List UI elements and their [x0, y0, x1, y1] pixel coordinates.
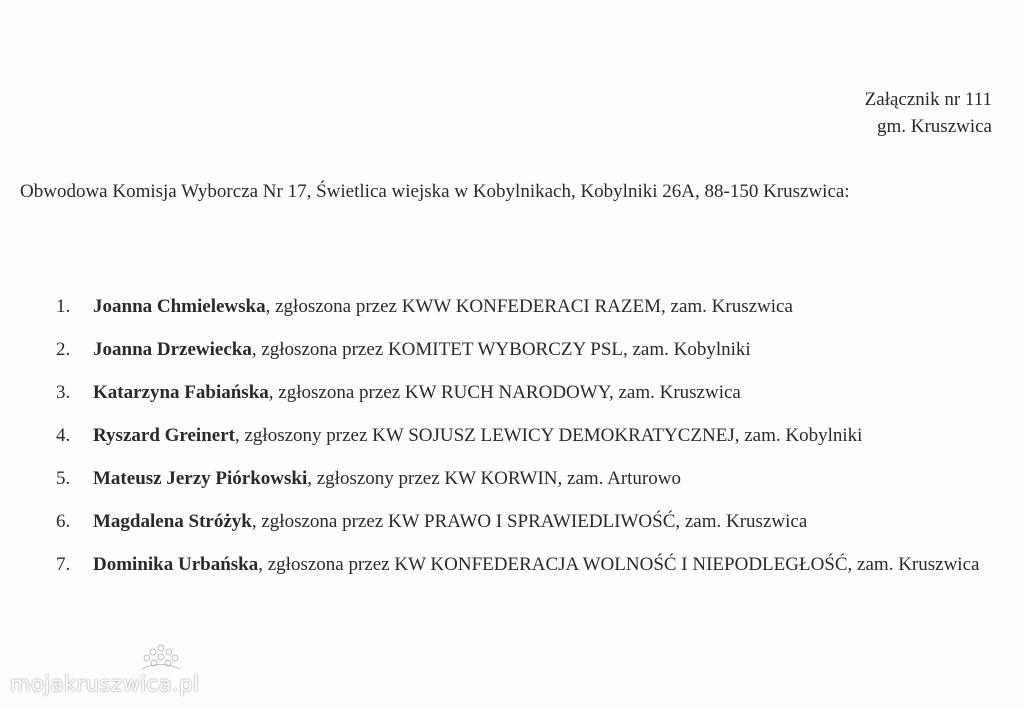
- item-number: 4.: [56, 425, 71, 446]
- member-details: , zgłoszona przez KWW KONFEDERACI RAZEM, zam. Kruszwica: [265, 296, 793, 317]
- annex-municipality: gm. Kruszwica: [876, 116, 992, 137]
- item-number: 3.: [56, 382, 71, 403]
- list-item: [56, 292, 986, 322]
- item-number: 7.: [56, 554, 71, 575]
- member-details: , zgłoszony przez KW KORWIN, zam. Arturowo: [307, 468, 681, 489]
- member-name: Mateusz Jerzy Piórkowski: [93, 468, 308, 489]
- commission-heading: Obwodowa Komisja Wyborcza Nr 17, Świetlica wiejska w Kobylnikach, Kobylniki 26A, 88-150 Kruszwica:: [20, 181, 850, 202]
- member-details: , zgłoszona przez KW RUCH NARODOWY, zam. Kruszwica: [268, 382, 741, 403]
- member-name: Katarzyna Fabiańska: [93, 382, 269, 403]
- member-name: Joanna Chmielewska: [93, 296, 266, 317]
- list-item: [56, 421, 986, 451]
- item-number: 1.: [56, 296, 71, 317]
- item-number: 5.: [56, 468, 71, 489]
- watermark-text: mojakruszwica.pl: [10, 672, 200, 696]
- member-name: Magdalena Stróżyk: [93, 511, 252, 532]
- member-details: , zgłoszona przez KW KONFEDERACJA WOLNOŚĆ I NIEPODLEGŁOŚĆ, zam. Kruszwica: [258, 554, 980, 575]
- member-details: , zgłoszona przez KW PRAWO I SPRAWIEDLIWOŚĆ, zam. Kruszwica: [251, 511, 808, 532]
- members-list: [56, 292, 986, 593]
- item-number: 6.: [56, 511, 71, 532]
- annex-number: Załącznik nr 111: [864, 89, 992, 110]
- list-item: [56, 550, 986, 580]
- member-name: Dominika Urbańska: [93, 554, 259, 575]
- list-item: [56, 464, 986, 494]
- list-item: [56, 507, 986, 537]
- list-item: [56, 335, 986, 365]
- member-name: Ryszard Greinert: [93, 425, 235, 446]
- annex-header: [865, 86, 992, 140]
- member-details: , zgłoszony przez KW SOJUSZ LEWICY DEMOKRATYCZNEJ, zam. Kobylniki: [234, 425, 863, 446]
- member-name: Joanna Drzewiecka: [93, 339, 252, 360]
- watermark-logo-icon: [136, 640, 186, 674]
- list-item: [56, 378, 986, 408]
- member-details: , zgłoszona przez KOMITET WYBORCZY PSL, zam. Kobylniki: [251, 339, 751, 360]
- item-number: 2.: [56, 339, 71, 360]
